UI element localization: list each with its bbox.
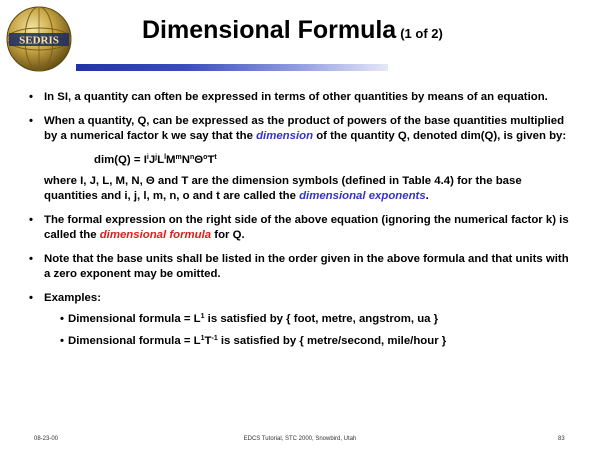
- examples-list: [26, 312, 571, 349]
- slide-content: [26, 90, 571, 356]
- example-post: is satisfied by { foot, metre, angstrom, ua }: [204, 313, 439, 325]
- bullet-dot: •: [29, 253, 33, 265]
- example-item-2: [26, 334, 571, 349]
- bullet-item-3: [26, 213, 571, 243]
- formula-base-l: L: [157, 154, 165, 166]
- formula-base-m: M: [166, 154, 176, 166]
- formula-exp-t: t: [214, 154, 217, 161]
- bullet-item-2: [26, 114, 571, 144]
- globe-icon: [4, 4, 74, 74]
- formula-exp-o: o: [203, 154, 208, 161]
- formula-exp-l: l: [164, 154, 167, 161]
- example-sup-1: 1: [200, 313, 205, 320]
- example-post: is satisfied by { metre/second, mile/hour }: [217, 335, 447, 347]
- bullet-dot: •: [29, 292, 33, 304]
- bullet-text-pre: When a quantity, Q, can be expressed as the product of powers of the base quantities multiplied by a numerical factor k we say that the: [44, 115, 565, 142]
- bullet-dot: •: [29, 214, 33, 226]
- bullet-text: Examples:: [44, 292, 101, 304]
- bullet-text-post: of the quantity Q, denoted dim(Q), is given by:: [313, 130, 567, 142]
- page-title: [142, 16, 443, 45]
- example-item-1: [26, 312, 571, 327]
- formula-base-n: N: [181, 154, 190, 166]
- where-paragraph: [26, 174, 571, 204]
- formula-lhs: dim(Q) =: [94, 154, 144, 166]
- bullet-text: In SI, a quantity can often be expressed in terms of other quantities by means of an equation.: [44, 91, 548, 103]
- example-mid: T: [204, 335, 212, 347]
- example-sup-2: -1: [211, 335, 218, 342]
- formula-exp-i: i: [146, 154, 149, 161]
- formula-base-i: I: [143, 154, 147, 166]
- bullet-dot: •: [29, 115, 33, 127]
- bullet-text: Note that the base units shall be listed in the order given in the above formula and that units with a zero exponent may be omitted.: [44, 253, 569, 280]
- title-main: Dimensional Formula: [142, 16, 397, 44]
- title-subtitle: (1 of 2): [400, 26, 443, 41]
- formula-base-j: J: [148, 154, 156, 166]
- footer-page-number: 83: [558, 436, 565, 442]
- bullet-item-1: [26, 90, 571, 105]
- formula-exp-j: j: [155, 154, 158, 161]
- formula-exp-n: n: [190, 154, 195, 161]
- example-pre: Dimensional formula = L: [68, 335, 201, 347]
- sedris-logo: [4, 4, 74, 74]
- bullet-dot: •: [60, 335, 64, 347]
- footer-event: EDCS Tutorial, STC 2000, Snowbird, Utah: [243, 436, 357, 442]
- bullet-dot: •: [29, 91, 33, 103]
- term-dimensional-exponents: dimensional exponents: [299, 190, 426, 202]
- where-text-post: .: [425, 190, 429, 202]
- formula-base-t: T: [207, 154, 215, 166]
- example-sup-1: 1: [200, 335, 205, 342]
- bullet-item-5: [26, 291, 571, 306]
- dimension-formula: [26, 153, 571, 168]
- bullet-item-4: [26, 252, 571, 282]
- title-underline-bar: [76, 64, 388, 71]
- term-dimension: dimension: [256, 130, 314, 142]
- bullet-text-post: for Q.: [211, 229, 245, 241]
- formula-exp-m: m: [175, 154, 182, 161]
- term-dimensional-formula: dimensional formula: [99, 229, 212, 241]
- example-pre: Dimensional formula = L: [68, 313, 201, 325]
- bullet-dot: •: [60, 313, 64, 325]
- bullet-text-pre: The formal expression on the right side of the above equation (ignoring the numerical factor k) is called the: [44, 214, 569, 241]
- where-text-pre: where I, J, L, M, N, Θ and T are the dimension symbols (defined in Table 4.4) for the base quantities and i, j, l, m, n, o and t are called the: [44, 175, 522, 202]
- footer-date: 08-23-00: [34, 436, 59, 442]
- svg-text:SEDRIS: SEDRIS: [19, 34, 59, 47]
- formula-base-theta: Θ: [194, 154, 204, 166]
